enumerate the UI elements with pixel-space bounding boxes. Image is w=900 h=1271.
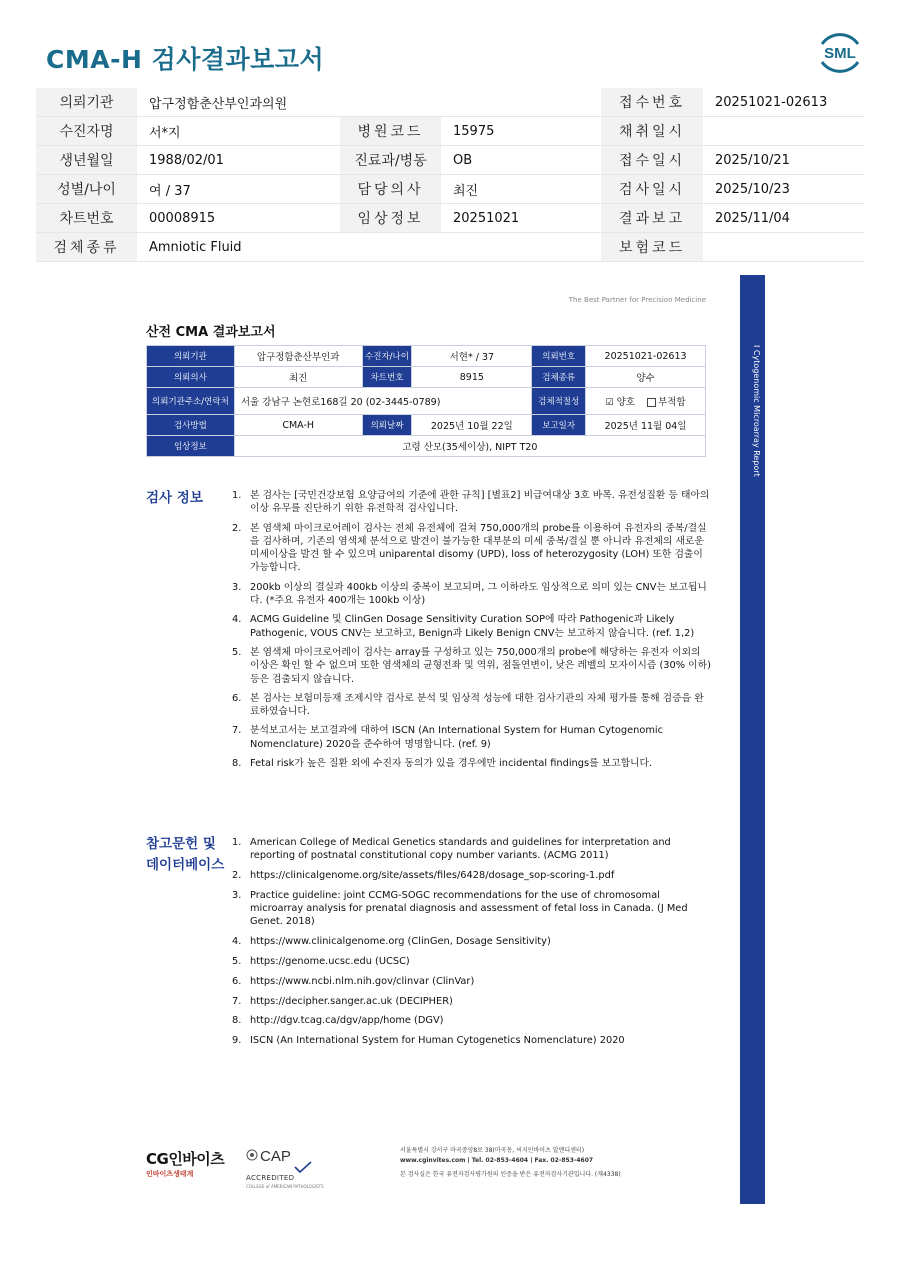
cg-invites-logo [146,1148,224,1179]
suitable-label: 양호 [616,397,635,408]
suitable-checkbox: ☑ [605,398,614,408]
ilabel-request-no: 의뢰번호 [532,346,586,367]
ilabel-chart-no: 차트번호 [362,367,412,388]
label-collected: 채취일시 [601,117,703,146]
label-hospital-code: 병원코드 [340,117,441,146]
label-clinical: 임상정보 [340,204,441,233]
label-received: 접수일시 [601,146,703,175]
table-row [147,436,706,457]
value-birth: 1988/02/01 [137,146,340,175]
value-doctor: 최진 [441,175,601,204]
label-dept: 진료과/병동 [340,146,441,175]
report-info-table [146,345,706,457]
cap-accredited-text: ACCREDITED [246,1174,295,1182]
value-patient: 서*지 [137,117,340,146]
ilabel-institution: 의뢰기관 [147,346,235,367]
ivalue-suitability [586,388,706,415]
list-item: 6. https://www.ncbi.nlm.nih.gov/clinvar (ClinVar) [232,975,475,987]
label-receipt-no: 접수번호 [601,88,703,117]
sidebar-text: I Cytogenomic Microarray Report [752,345,761,477]
info-section-heading: 검사 정보 [146,490,203,506]
list-item: 4. ACMG Guideline 및 ClinGen Dosage Sensitivity Curation SOP에 따라 Pathogenic과 Likely Pathogenic, VOUS CNV는 보고하고, Benign과 Likely Benign CNV는 보고하지 않습니다. (ref. 1,2) [232,614,695,639]
label-tested: 검사일시 [601,175,703,204]
value-clinical: 20251021 [441,204,601,233]
ilabel-method: 검사방법 [147,415,235,436]
address-line: 서울특별시 강서구 마곡중앙8로 38(마곡동, 씨지인바이츠 알앤디센터) [400,1147,585,1154]
list-item: 7. https://decipher.sanger.ac.uk (DECIPHER) [232,995,453,1007]
value-dept: OB [441,146,601,175]
label-institution: 의뢰기관 [36,88,137,117]
list-item: 5. 본 염색체 마이크로어레이 검사는 array를 구성하고 있는 750,000개의 probe에 해당하는 유전자 이외의 이상은 확인 할 수 없으며 또한 염색체의 균형전좌 및 역위, 점돌연변이, 낮은 레벨의 모자이시즘 (30% 이하) 등은 검출되지 않습니다. [232,646,711,685]
label-insurance: 보험코드 [601,233,703,262]
table-row [36,233,864,262]
refs-heading-line2: 데이터베이스 [146,857,225,873]
cap-seal-icon [246,1149,258,1161]
value-chart-no: 00008915 [137,204,340,233]
label-reported: 결과보고 [601,204,703,233]
list-item: 3. 200kb 이상의 결실과 400kb 이상의 중복이 보고되며, 그 이하라도 임상적으로 의미 있는 CNV는 보고됩니다. (*주요 유전자 400개는 100kb 이상) [232,581,707,607]
ivalue-request-date: 2025년 10월 22일 [412,415,532,436]
cg-logo-sub: 인바이츠생태계 [146,1170,194,1178]
checkmark-icon [294,1161,312,1173]
value-insurance [703,233,864,262]
value-institution: 압구정함춘산부인과의원 [137,88,601,117]
value-tested: 2025/10/23 [703,175,864,204]
cap-accredited-logo [246,1146,324,1189]
value-collected [703,117,864,146]
list-item: 1. American College of Medical Genetics standards and guidelines for interpretation and reporting of postnatal constitutional copy number variants. (ACMG 2011) [232,837,671,862]
page-title: CMA-H 검사결과보고서 [46,45,325,74]
table-row [147,388,706,415]
list-item: 6. 본 검사는 보험미등재 조제시약 검사로 분석 및 임상적 성능에 대한 검사기관의 자체 평가를 통해 검증을 완료하였습니다. [232,692,704,718]
value-sex-age: 여 / 37 [137,175,340,204]
ivalue-address: 서울 강남구 논현로168길 20 (02-3445-0789) [234,388,531,415]
ivalue-request-no: 20251021-02613 [586,346,706,367]
list-item: 7. 분석보고서는 보고결과에 대하여 ISCN (An International System for Human Cytogenomic Nomenclature) 2020을 준수하여 명명합니다. (ref. 9) [232,725,663,750]
table-row [36,204,864,233]
label-sex-age: 성별/나이 [36,175,137,204]
ivalue-clinical: 고령 산모(35세이상), NIPT T20 [234,436,705,457]
list-item: 8. http://dgv.tcag.ca/dgv/app/home (DGV) [232,1015,444,1027]
value-specimen: Amniotic Fluid [137,233,601,262]
ilabel-request-date: 의뢰날짜 [362,415,412,436]
label-birth: 생년월일 [36,146,137,175]
contact-line: www.cginvites.com | Tel. 02-853-4604 | Fax. 02-853-4607 [400,1157,594,1164]
refs-list [232,836,712,1054]
value-hospital-code: 15975 [441,117,601,146]
value-receipt-no: 20251021-02613 [703,88,864,117]
ilabel-doctor: 의뢰의사 [147,367,235,388]
cap-logo-text: CAP [260,1148,291,1165]
list-item: 5. https://genome.ucsc.edu (UCSC) [232,956,410,968]
footer-address [400,1146,621,1180]
info-list [232,489,712,776]
ilabel-clinical: 임상정보 [147,436,235,457]
unsuitable-checkbox [647,398,656,407]
ilabel-specimen: 검체종류 [532,367,586,388]
refs-heading-line1: 참고문헌 및 [146,836,216,852]
ivalue-doctor: 최진 [234,367,362,388]
ivalue-report-date: 2025년 11월 04일 [586,415,706,436]
ivalue-chart-no: 8915 [412,367,532,388]
table-row [147,367,706,388]
sml-logo-text: SML [824,45,856,62]
ivalue-specimen: 양수 [586,367,706,388]
refs-section-heading [146,834,224,876]
cg-logo-text: CG인바이츠 [146,1150,225,1168]
ivalue-patient-age: 서현* / 37 [412,346,532,367]
label-specimen: 검체종류 [36,233,137,262]
ilabel-report-date: 보고일자 [532,415,586,436]
label-doctor: 담당의사 [340,175,441,204]
ilabel-patient-age: 수진자/나이 [362,346,412,367]
list-item: 2. https://clinicalgenome.org/site/assets/files/6428/dosage_sop-scoring-1.pdf [232,870,615,882]
report-tagline: The Best Partner for Precision Medicine [568,296,706,304]
value-reported: 2025/11/04 [703,204,864,233]
list-item: 1. 본 검사는 [국민건강보험 요양급여의 기준에 관한 규칙] [별표2] 비급여대상 3호 바목. 유전성질환 등 태아의 이상 유무를 진단하기 위한 유전학적 검사입니다. [232,490,710,515]
ivalue-method: CMA-H [234,415,362,436]
list-item: 8. Fetal risk가 높은 질환 외에 수진자 동의가 있을 경우에만 incidental findings를 보고합니다. [232,758,653,770]
label-chart-no: 차트번호 [36,204,137,233]
unsuitable-label: 부적합 [658,397,686,408]
ilabel-address: 의뢰기관주소/연락처 [147,388,235,415]
table-row [36,117,864,146]
table-row [36,88,864,117]
sml-logo-icon [812,28,868,78]
value-received: 2025/10/21 [703,146,864,175]
patient-info-table [36,88,864,262]
report-title: 산전 CMA 결과보고서 [146,325,276,340]
certification-line: 본 검사실은 한국 유전자검사평가원의 인증을 받은 유전자검사기관입니다. (제4338) [400,1171,621,1178]
label-patient: 수진자명 [36,117,137,146]
list-item: 2. 본 염색체 마이크로어레이 검사는 전체 유전체에 걸쳐 750,000개의 probe를 이용하여 유전자의 중복/결실을 검사하며, 기존의 염색체 분석으로 발견이 불가능한 대부분의 미세 중복/결실 뿐 아니라 유전체의 새로운 미세이상을 발견 할 수 있으며 uniparental disomy (UPD), loss of heterozygosity (LOH) 또한 검출이 가능합니다. [232,522,707,574]
list-item: 4. https://www.clinicalgenome.org (ClinGen, Dosage Sensitivity) [232,936,551,948]
table-row [147,415,706,436]
cap-sub-text: COLLEGE of AMERICAN PATHOLOGISTS [246,1184,324,1189]
list-item: 3. Practice guideline: joint CCMG-SOGC recommendations for the use of chromosomal microarray analysis for prenatal diagnosis and assessment of fetal loss in Canada. (J Med Genet. 2018) [232,889,688,928]
table-row [147,346,706,367]
ivalue-institution: 압구정함춘산부인과 [234,346,362,367]
list-item: 9. ISCN (An International System for Human Cytogenetics Nomenclature) 2020 [232,1035,625,1047]
ilabel-suitability: 검체적절성 [532,388,586,415]
table-row [36,146,864,175]
table-row [36,175,864,204]
